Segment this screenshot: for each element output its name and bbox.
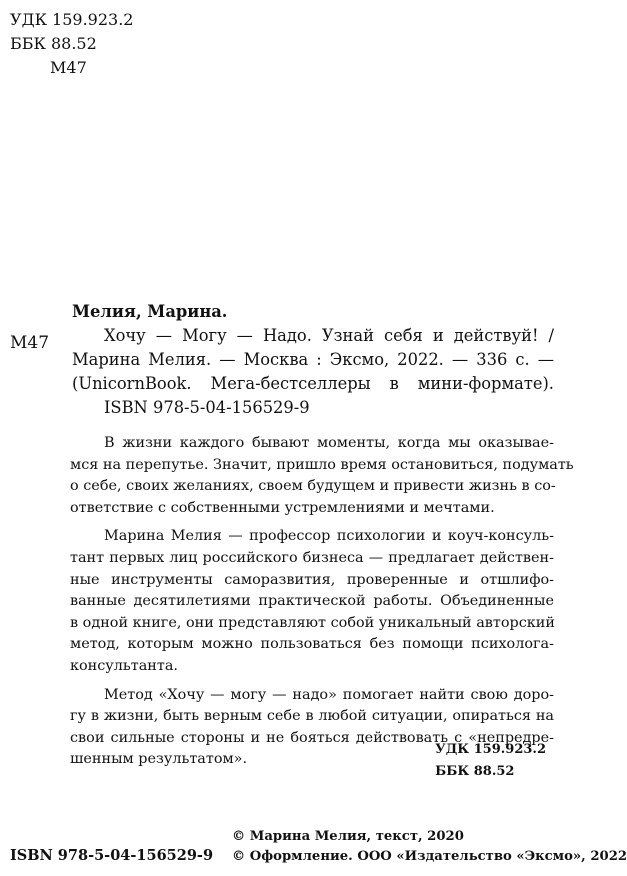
annotation-line: тант первых лиц российского бизнеса — предлагает действен- <box>70 549 554 566</box>
copyright-text: © Марина Мелия, текст, 2020 <box>232 829 464 844</box>
annotation-paragraph-1 <box>70 433 574 519</box>
annotation-line: в одной книге, они представляют собой уникальный авторский <box>70 614 555 631</box>
annotation-line: шенным результатом». <box>70 751 248 768</box>
bbk-code: ББК 88.52 <box>10 34 97 53</box>
author-mark-left: М47 <box>10 333 50 353</box>
author-mark: М47 <box>50 58 87 77</box>
udk-block-bottom <box>435 739 546 783</box>
annotation-line: ванные десятилетиями практической работы. Объединенные <box>70 593 554 610</box>
annotation-line: мся на перепутье. Значит, пришло время остановиться, подумать <box>70 456 574 473</box>
udk-code-bottom: УДК 159.923.2 <box>435 742 546 757</box>
annotation-line: Метод «Хочу — могу — надо» помогает найти свою доро- <box>104 686 554 703</box>
entry-author: Мелия, Марина. <box>72 302 228 321</box>
annotation-line: свои сильные стороны и не бояться действовать с «непредре- <box>70 729 554 746</box>
annotation-line: Марина Мелия — профессор психологии и коуч-консуль- <box>104 528 554 545</box>
annotation-paragraph-2 <box>70 526 554 677</box>
udk-block-top <box>10 8 133 80</box>
entry-line-1: Хочу — Могу — Надо. Узнай себя и действуй! / <box>104 326 554 345</box>
annotation-line: ответствие с собственными устремлениями и мечтами. <box>70 499 495 516</box>
entry-line-2: Марина Мелия. — Москва : Эксмо, 2022. — 336 с. — <box>72 350 554 369</box>
annotation-line: гу в жизни, быть верным себе в любой ситуации, опираться на <box>70 708 554 725</box>
udk-code: УДК 159.923.2 <box>10 10 134 29</box>
annotation-line: В жизни каждого бывают моменты, когда мы оказывае- <box>104 435 554 451</box>
footer-isbn: ISBN 978-5-04-156529-9 <box>10 847 214 864</box>
entry-isbn: ISBN 978-5-04-156529-9 <box>104 398 310 417</box>
annotation-line: о себе, своих желаниях, своем будущем и привести жизнь в со- <box>70 478 556 495</box>
copyright-block <box>232 827 627 867</box>
bbk-code-bottom: ББК 88.52 <box>435 764 515 779</box>
catalog-entry <box>72 300 554 420</box>
annotation <box>70 433 574 771</box>
copyright-design: © Оформление. ООО «Издательство «Эксмо», 2022 <box>232 849 627 864</box>
annotation-line: ные инструменты саморазвития, проверенные и отшлифо- <box>70 571 554 588</box>
annotation-line: метод, которым можно пользоваться без помощи психолога- <box>70 636 554 653</box>
entry-line-3: (UnicornBook. Мега-бестселлеры в мини-формате). <box>72 374 554 393</box>
annotation-line: консультанта. <box>70 657 179 674</box>
